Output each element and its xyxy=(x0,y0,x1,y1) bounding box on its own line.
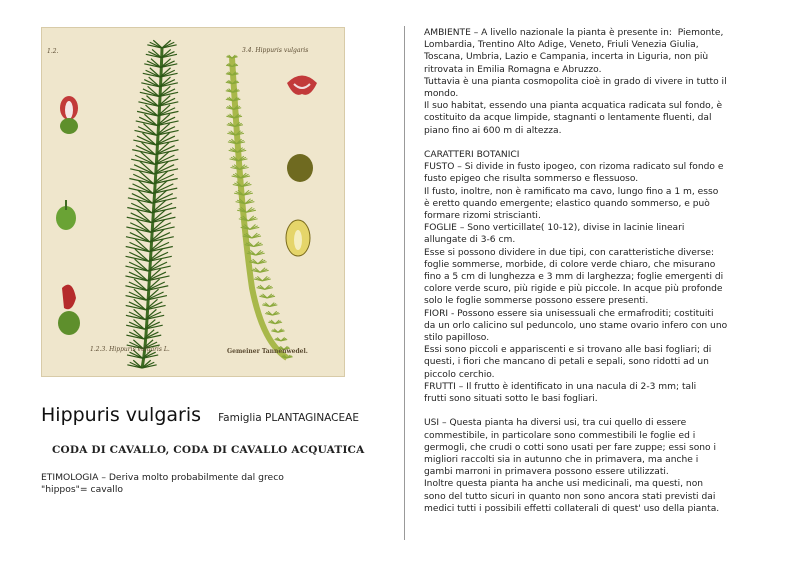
text-line: questi, i fiori che mancano di petali e sepali, sono ridotti ad un xyxy=(424,357,709,368)
text-line: commestibile, in particolare sono commestibili le foglie ed i xyxy=(424,430,696,441)
section-usi xyxy=(424,417,780,515)
text-line: FOGLIE – Sono verticillate( 10-12), divise in lacinie lineari xyxy=(424,223,685,234)
text-line: Lombardia, Trentino Alto Adige, Veneto, Friuli Venezia Giulia, xyxy=(424,40,699,51)
text-line: ritrovata in Emilia Romagna e Abruzzo. xyxy=(424,64,602,75)
botanical-plate-illustration xyxy=(41,27,345,377)
text-line: medici tutti i possibili effetti collaterali di quest' uso della pianta. xyxy=(424,503,720,514)
text-line: Tuttavia è una pianta cosmopolita cioè in grado di vivere in tutto il xyxy=(424,76,727,87)
plate-label-right: 3.4. Hippuris vulgaris xyxy=(242,47,309,54)
text-line: Essi sono piccoli e appariscenti e si trovano alle basi fogliari; di xyxy=(424,345,712,356)
text-line: da un orlo calicino sul peduncolo, uno stame ovario infero con uno xyxy=(424,320,728,331)
text-line: mondo. xyxy=(424,89,459,100)
etymology xyxy=(41,472,341,497)
text-line: colore verde scuro, più rigide e più piccole. In acque più profonde xyxy=(424,284,723,295)
etymology-line: "hippos"= cavallo xyxy=(41,484,123,496)
flower-detail-bottom-left xyxy=(58,285,80,335)
text-line: Toscana, Umbria, Lazio e Campania, incerta in Liguria, non più xyxy=(424,52,709,63)
text-line: Il suo habitat, essendo una pianta acquatica radicata sul fondo, è xyxy=(424,101,723,112)
text-line: frutti sono situati sotto le basi fogliari. xyxy=(424,394,598,405)
text-line: Il fusto, inoltre, non è ramificato ma cavo, lungo fino a 1 m, esso xyxy=(424,186,719,197)
text-line: migliori raccolti sia in autunno che in primavera, ma anche i xyxy=(424,455,699,466)
text-line: sono del tutto sicuri in quanto non sono ancora stati previsti dai xyxy=(424,491,716,502)
text-line: allungate di 3-6 cm. xyxy=(424,235,516,246)
family-name: Famiglia PLANTAGINACEAE xyxy=(218,412,359,424)
fruit-section-right xyxy=(286,220,310,256)
text-line: gambi marroni in primavera possono essere utilizzati. xyxy=(424,467,669,478)
text-line: è eretto quando emergente; elastico quando sommerso, e può xyxy=(424,198,710,209)
species-title-row xyxy=(41,404,359,426)
etymology-line: ETIMOLOGIA – Deriva molto probabilmente dal greco xyxy=(41,472,284,483)
column-divider xyxy=(404,26,405,540)
text-line: FIORI - Possono essere sia unisessuali che ermafroditi; costituiti xyxy=(424,308,714,319)
text-line: USI – Questa pianta ha diversi usi, tra cui quello di essere xyxy=(424,418,687,429)
text-line: FRUTTI – Il frutto è identificato in una nacula di 2-3 mm; tali xyxy=(424,381,697,392)
text-line: piano fino ai 600 m di altezza. xyxy=(424,125,562,136)
plate-caption-left: 1.2.3. Hippuris vulgaris L. xyxy=(90,346,170,353)
text-line: AMBIENTE – A livello nazionale la pianta è presente in: Piemonte, xyxy=(424,28,724,38)
text-line: solo le foglie sommerse possono essere presenti. xyxy=(424,296,649,307)
description-column xyxy=(424,27,780,515)
text-line: FUSTO – Si divide in fusto ipogeo, con rizoma radicato sul fondo e xyxy=(424,162,724,173)
text-line: Esse si possono dividere in due tipi, con caratteristiche diverse: xyxy=(424,247,715,258)
text-line: formare rizomi striscianti. xyxy=(424,211,541,222)
text-line: CARATTERI BOTANICI xyxy=(424,150,520,161)
right-plant-stem xyxy=(226,55,293,358)
left-plant-stem xyxy=(125,40,178,368)
plate-label-left: 1.2. xyxy=(47,48,59,55)
section-caratteri-botanici xyxy=(424,149,780,405)
text-line: costituito da acque limpide, stagnanti o lentamente fluenti, dal xyxy=(424,113,712,124)
flower-detail-middle-left xyxy=(56,200,76,230)
text-line: fusto epigeo che risulta sommerso e flessuoso. xyxy=(424,174,639,185)
text-line: foglie sommerse, morbide, di colore verde chiaro, che misurano xyxy=(424,259,716,270)
flower-detail-top-right xyxy=(287,76,317,95)
plate-caption-right: Gemeiner Tannenwedel. xyxy=(227,348,308,355)
text-line: Inoltre questa pianta ha anche usi medicinali, ma questi, non xyxy=(424,479,704,490)
flower-detail-top-left xyxy=(60,96,78,134)
section-ambiente xyxy=(424,27,780,137)
species-name: Hippuris vulgaris xyxy=(41,404,202,426)
fruit-detail-right xyxy=(287,154,313,182)
text-line: piccolo cerchio. xyxy=(424,369,495,380)
hippuris-drawing xyxy=(42,28,344,376)
common-names: CODA DI CAVALLO, CODA DI CAVALLO ACQUATICA xyxy=(52,444,365,456)
text-line: stilo papilloso. xyxy=(424,333,490,344)
text-line: fino a 5 cm di lunghezza e 3 mm di larghezza; foglie emergenti di xyxy=(424,272,724,283)
text-line: germogli, che crudi o cotti sono usati per fare zuppe; essi sono i xyxy=(424,442,717,453)
